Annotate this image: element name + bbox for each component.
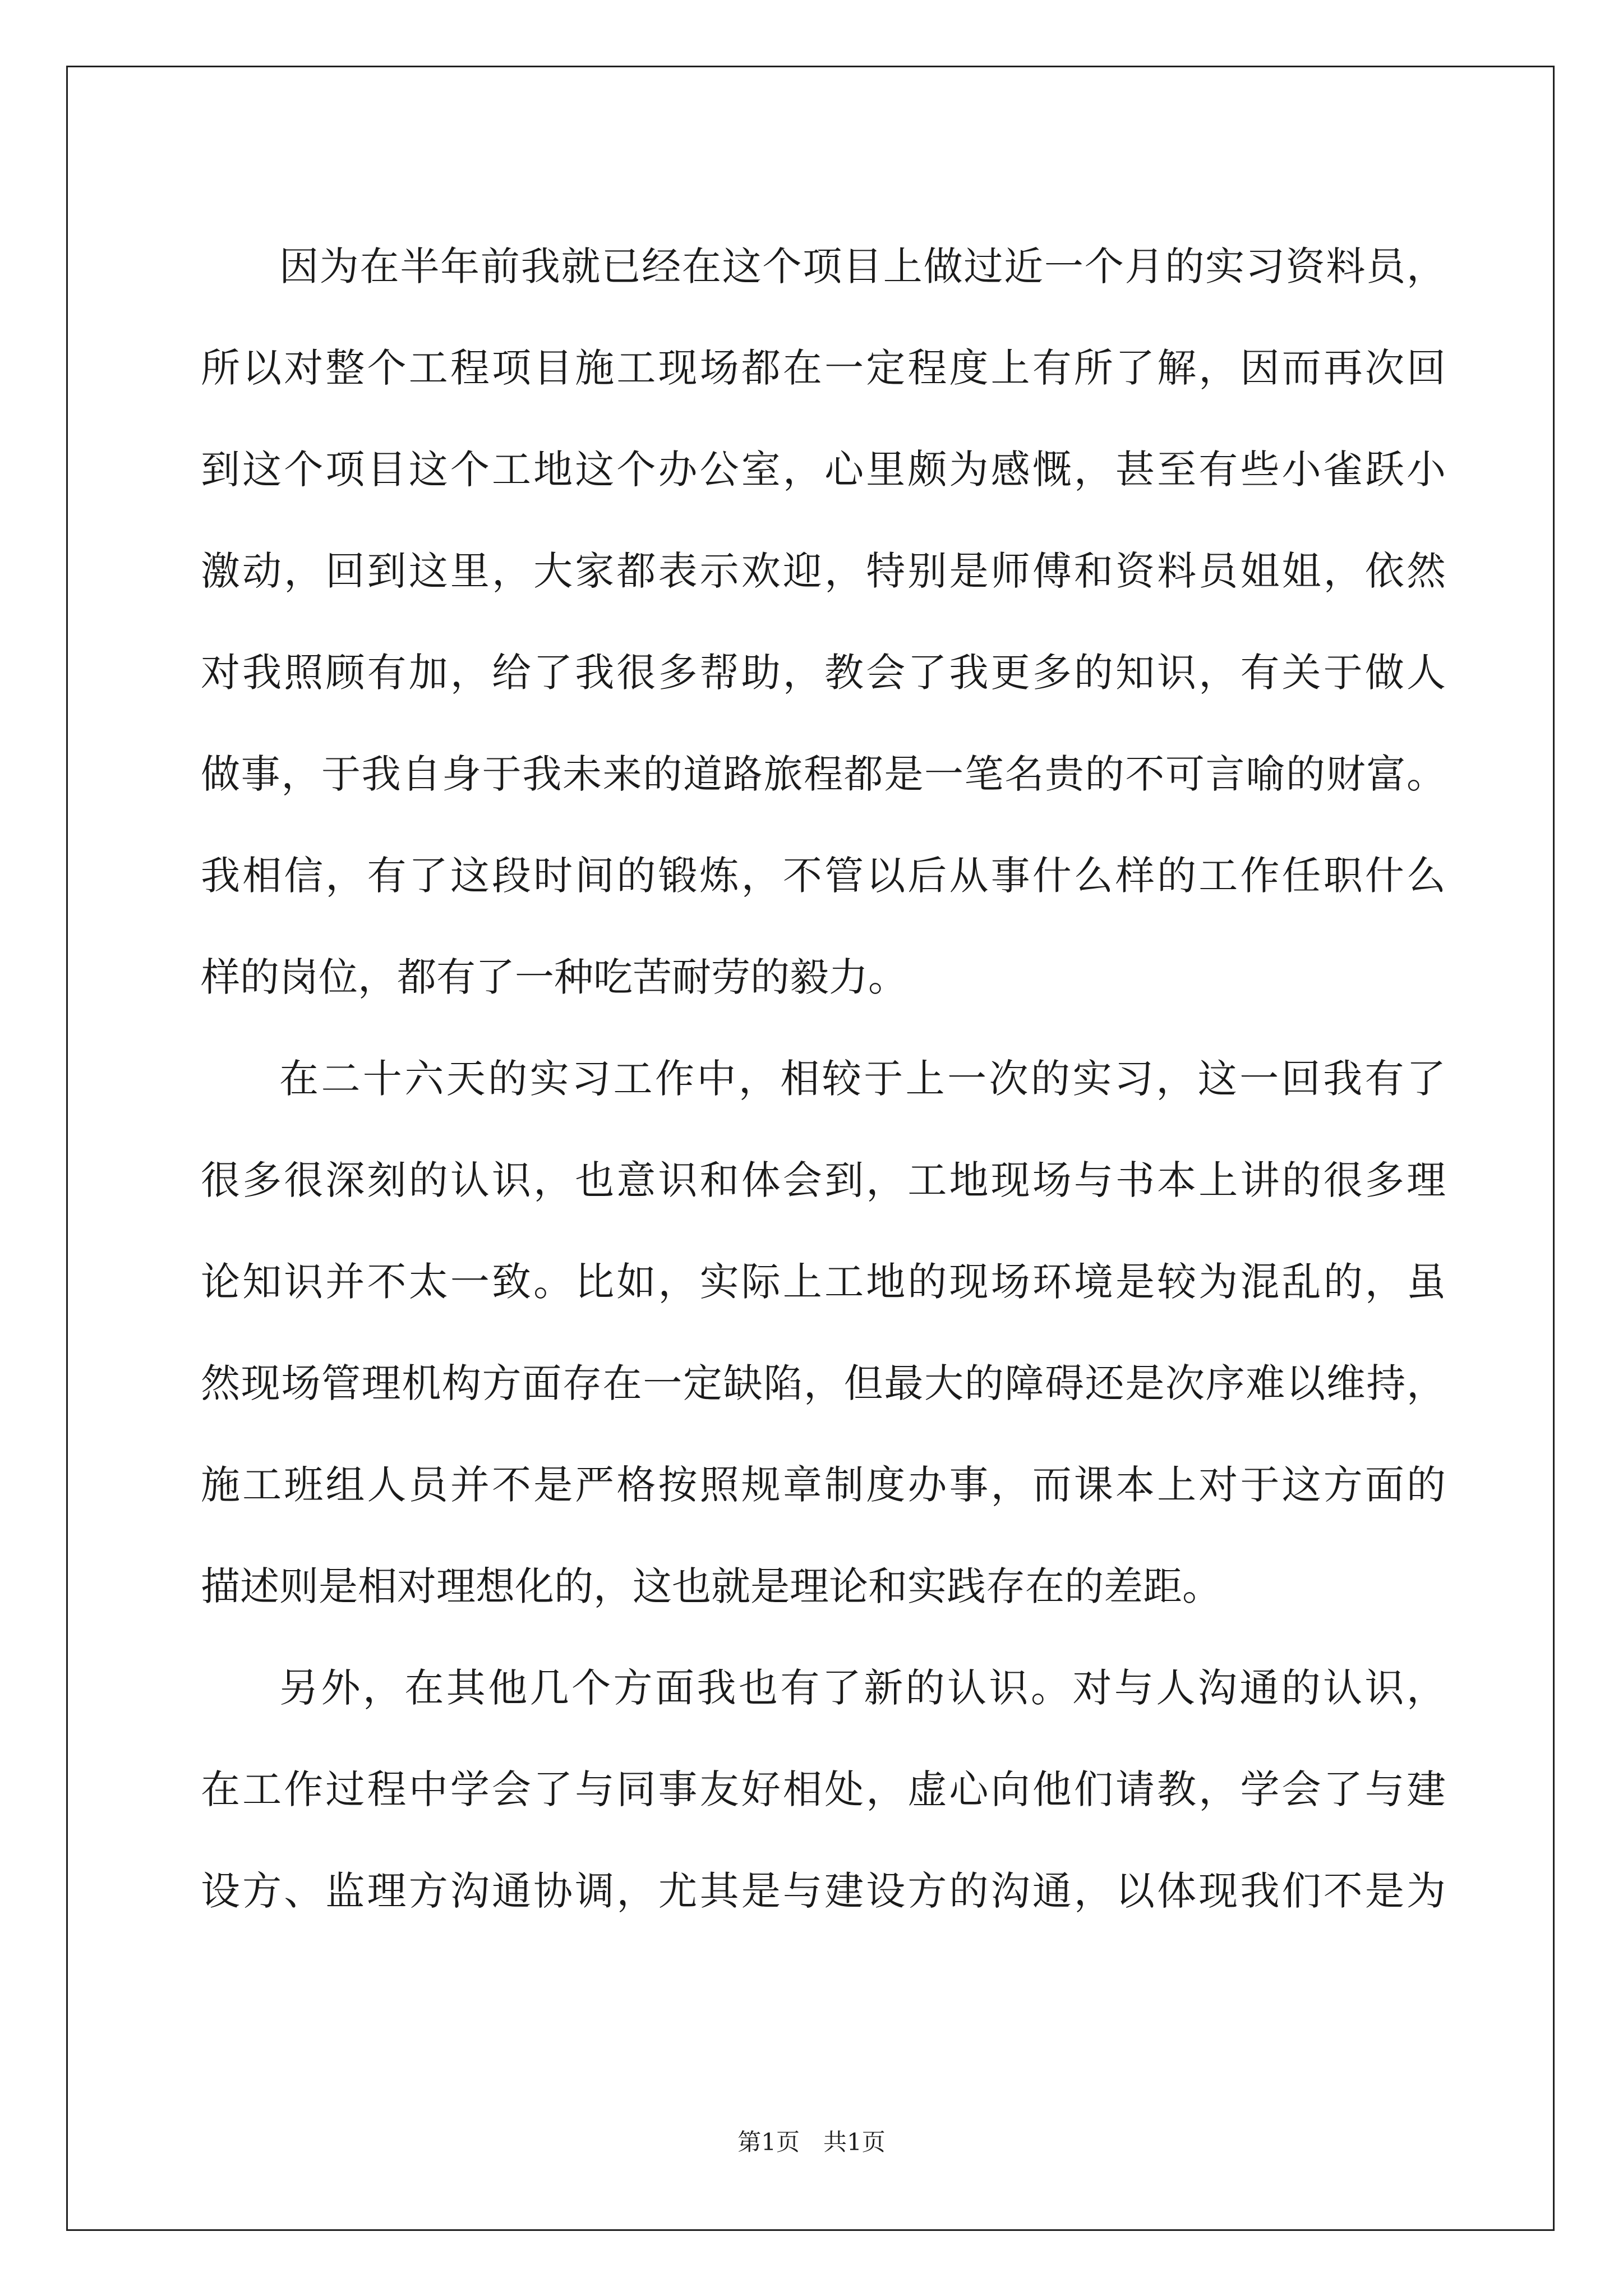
document-body — [201, 216, 1446, 1942]
paragraph-1-line-5: 对我照顾有加，给了我很多帮助，教会了我更多的知识，有关于做人 — [201, 650, 1446, 696]
paragraph-3-line-3: 设方、监理方沟通协调，尤其是与建设方的沟通，以体现我们不是为 — [201, 1868, 1446, 1914]
paragraph-1-line-6: 做事，于我自身于我未来的道路旅程都是一笔名贵的不可言喻的财富。 — [201, 751, 1446, 797]
paragraph-2-line-1: 在二十六天的实习工作中，相较于上一次的实习，这一回我有了 — [279, 1056, 1446, 1102]
paragraph-2-line-2: 很多很深刻的认识，也意识和体会到，工地现场与书本上讲的很多理 — [201, 1157, 1446, 1203]
page-number-footer: 第1页 共1页 — [737, 2128, 886, 2156]
paragraph-1-line-1: 因为在半年前我就已经在这个项目上做过近一个月的实习资料员， — [279, 243, 1446, 289]
paragraph-3-line-2: 在工作过程中学会了与同事友好相处，虚心向他们请教，学会了与建 — [201, 1766, 1446, 1812]
paragraph-1-line-8: 样的岗位，都有了一种吃苦耐劳的毅力。 — [201, 954, 907, 1000]
paragraph-2-line-6: 描述则是相对理想化的，这也就是理论和实践存在的差距。 — [201, 1563, 1221, 1609]
paragraph-2-line-5: 施工班组人员并不是严格按照规章制度办事，而课本上对于这方面的 — [201, 1462, 1446, 1508]
paragraph-3-line-1: 另外，在其他几个方面我也有了新的认识。对与人沟通的认识， — [279, 1665, 1446, 1711]
paragraph-2-line-3: 论知识并不太一致。比如，实际上工地的现场环境是较为混乱的，虽 — [201, 1259, 1446, 1305]
paragraph-1-line-4: 激动，回到这里，大家都表示欢迎，特别是师傅和资料员姐姐，依然 — [201, 548, 1446, 594]
paragraph-2-line-4: 然现场管理机构方面存在一定缺陷，但最大的障碍还是次序难以维持， — [201, 1360, 1446, 1406]
paragraph-1-line-2: 所以对整个工程项目施工现场都在一定程度上有所了解，因而再次回 — [201, 345, 1446, 391]
paragraph-1-line-3: 到这个项目这个工地这个办公室，心里颇为感慨，甚至有些小雀跃小 — [201, 447, 1446, 493]
paragraph-1-line-7: 我相信，有了这段时间的锻炼，不管以后从事什么样的工作任职什么 — [201, 853, 1446, 899]
